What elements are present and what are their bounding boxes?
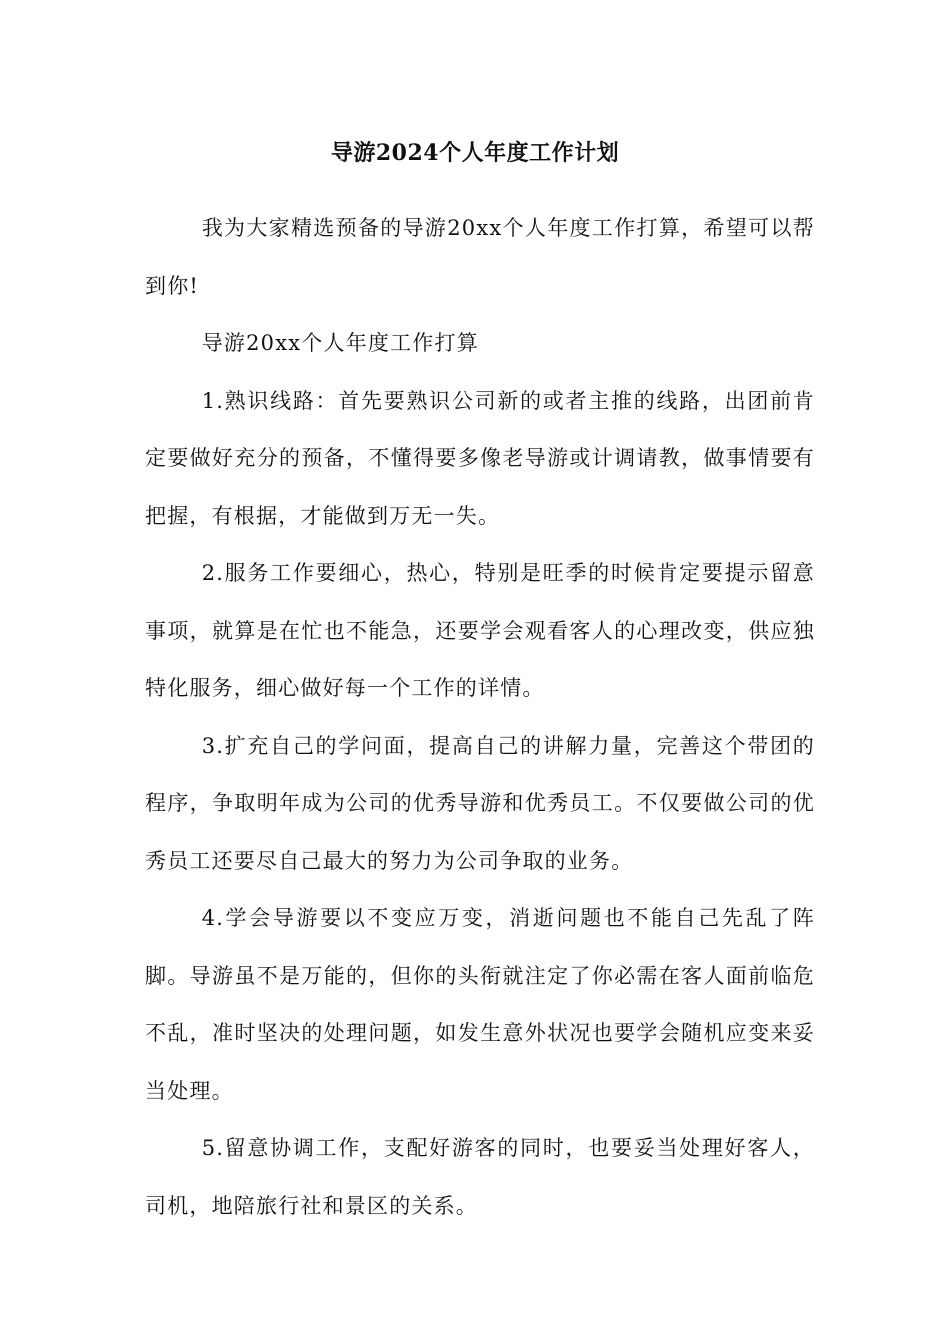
list-item-2: 2.服务工作要细心，热心，特别是旺季的时候肯定要提示留意事项，就算是在忙也不能急，还要学会观看客人的心理改变，供应独特化服务，细心做好每一个工作的详情。 [145, 561, 815, 700]
list-item-4: 4.学会导游要以不变应万变，消逝问题也不能自己先乱了阵脚。导游虽不是万能的，但你的头衔就注定了你必需在客人面前临危不乱，准时坚决的处理问题，如发生意外状况也要学会随机应变来妥当处理。 [145, 906, 815, 1103]
list-item-5: 5.留意协调工作，支配好游客的同时，也要妥当处理好客人，司机，地陪旅行社和景区的关系。 [145, 1136, 815, 1218]
document-title: 导游2024个人年度工作计划 [330, 140, 620, 166]
intro-paragraph: 我为大家精选预备的导游20xx个人年度工作打算，希望可以帮到你! [145, 216, 815, 298]
document-body [145, 200, 815, 1235]
section-heading: 导游20xx个人年度工作打算 [201, 331, 479, 355]
list-item-1: 1.熟识线路：首先要熟识公司新的或者主推的线路，出团前肯定要做好充分的预备，不懂得要多像老导游或计调请教，做事情要有把握，有根据，才能做到万无一失。 [145, 388, 815, 528]
list-item-3: 3.扩充自己的学问面，提高自己的讲解力量，完善这个带团的程序，争取明年成为公司的优秀导游和优秀员工。不仅要做公司的优秀员工还要尽自己最大的努力为公司争取的业务。 [145, 733, 815, 873]
